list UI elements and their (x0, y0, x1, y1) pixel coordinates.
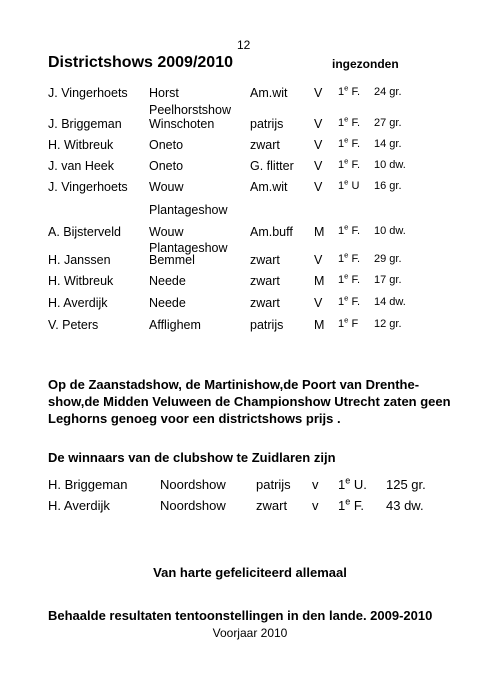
color-variety: Am.buff (250, 225, 293, 239)
predicate (338, 498, 364, 513)
color-variety: Am.wit (250, 86, 288, 100)
exhibitor-name: J. Vingerhoets (48, 180, 128, 194)
sex-marker: V (314, 253, 323, 267)
predicate-suffix: F. (350, 498, 365, 513)
predicate-suffix: F (348, 318, 359, 330)
color-variety: zwart (250, 138, 280, 152)
predicate-number: 1 (338, 117, 345, 129)
show-name: Bemmel (149, 253, 195, 267)
predicate (338, 114, 361, 129)
predicate-number: 1 (338, 477, 346, 492)
exhibitor-name: H. Averdijk (48, 296, 108, 310)
predicate-number: 1 (338, 180, 345, 192)
sex-marker: V (314, 180, 323, 194)
results-heading: Behaalde resultaten tentoonstellingen in den lande. 2009-2010 (48, 608, 433, 623)
table-row (0, 315, 500, 336)
predicate-superscript: e (344, 135, 349, 145)
winner-name: H. Averdijk (48, 498, 110, 513)
score: 24 gr. (374, 86, 402, 98)
sex-marker: M (314, 318, 325, 332)
predicate-number: 1 (338, 296, 345, 308)
predicate-superscript: e (344, 315, 349, 325)
color-variety: Am.wit (250, 180, 288, 194)
score: 17 gr. (374, 274, 402, 286)
sex-marker: V (314, 86, 323, 100)
predicate-suffix: F. (348, 117, 361, 129)
score: 29 gr. (374, 253, 402, 265)
table-row (0, 177, 500, 198)
predicate-number: 1 (338, 138, 345, 150)
color-variety: zwart (250, 274, 280, 288)
sex-marker: M (314, 274, 325, 288)
predicate-superscript: e (344, 222, 349, 232)
show-name: Oneto (149, 138, 184, 152)
predicate-superscript: e (344, 114, 349, 124)
predicate (338, 315, 359, 330)
predicate-suffix: F. (348, 225, 361, 237)
show-name: Neede (149, 296, 186, 310)
predicate-superscript: e (344, 156, 349, 166)
show-name: Noordshow (160, 477, 226, 492)
predicate (338, 177, 360, 192)
predicate-number: 1 (338, 253, 345, 265)
sex-marker: V (314, 138, 323, 152)
color-variety: patrijs (250, 318, 284, 332)
predicate (338, 156, 361, 171)
winners-heading: De winnaars van de clubshow te Zuidlaren zijn (48, 450, 336, 465)
page-subtitle: ingezonden (332, 57, 399, 71)
score: 14 gr. (374, 138, 402, 150)
predicate-suffix: F. (348, 138, 361, 150)
color-variety: zwart (256, 498, 288, 513)
predicate-number: 1 (338, 318, 345, 330)
color-variety: G. flitter (250, 159, 294, 173)
predicate (338, 222, 361, 237)
predicate-suffix: F. (348, 274, 361, 286)
color-variety: zwart (250, 296, 280, 310)
note-paragraph: Op de Zaanstadshow, de Martinishow,de Poort van Drenthe-show,de Midden Veluween de Championshow Utrecht zaten geen Leghorns genoeg voor een districtshows prijs . (48, 377, 451, 426)
predicate-superscript: e (344, 83, 349, 93)
exhibitor-name: J. Vingerhoets (48, 86, 128, 100)
table-row (0, 83, 500, 104)
predicate-suffix: F. (348, 253, 361, 265)
page-title: Districtshows 2009/2010 (48, 54, 233, 71)
table-row (0, 250, 500, 271)
sex-marker: v (312, 498, 319, 513)
show-name: Oneto (149, 159, 184, 173)
show-name: Horst (149, 86, 179, 100)
sex-marker: V (314, 159, 323, 173)
predicate-superscript: e (344, 271, 349, 281)
exhibitor-name: V. Peters (48, 318, 99, 332)
predicate (338, 250, 361, 265)
predicate-suffix: U (348, 180, 360, 192)
score: 10 dw. (374, 225, 406, 237)
predicate (338, 293, 361, 308)
sex-marker: M (314, 225, 325, 239)
predicate (338, 271, 361, 286)
sex-marker: V (314, 296, 323, 310)
show-name: Wouw (149, 180, 184, 194)
score: 12 gr. (374, 318, 402, 330)
congratulations-text: Van harte gefeliciteerd allemaal (153, 565, 347, 580)
exhibitor-name: H. Janssen (48, 253, 111, 267)
season-label: Voorjaar 2010 (212, 626, 288, 640)
predicate-suffix: F. (348, 296, 361, 308)
show-name: Noordshow (160, 498, 226, 513)
color-variety: zwart (250, 253, 280, 267)
score: 10 dw. (374, 159, 406, 171)
show-name: Plantageshow (149, 241, 228, 255)
predicate-suffix: F. (348, 86, 361, 98)
show-name: Winschoten (149, 117, 215, 131)
predicate (338, 135, 361, 150)
predicate (338, 477, 367, 492)
predicate-number: 1 (338, 498, 346, 513)
predicate-number: 1 (338, 274, 345, 286)
table-row (0, 135, 500, 156)
predicate-number: 1 (338, 225, 345, 237)
exhibitor-name: J. van Heek (48, 159, 115, 173)
table-row (0, 477, 500, 497)
show-name: Plantageshow (149, 203, 228, 217)
score: 43 dw. (386, 498, 424, 513)
show-name: Afflighem (149, 318, 201, 332)
exhibitor-name: A. Bijsterveld (48, 225, 121, 239)
show-name: Peelhorstshow (149, 103, 231, 117)
score: 27 gr. (374, 117, 402, 129)
predicate-suffix: F. (348, 159, 361, 171)
table-row (0, 156, 500, 177)
sex-marker: v (312, 477, 319, 492)
score: 125 gr. (386, 477, 426, 492)
predicate-number: 1 (338, 86, 345, 98)
winner-name: H. Briggeman (48, 477, 128, 492)
score: 16 gr. (374, 180, 402, 192)
page-number: 12 (237, 38, 251, 52)
predicate-number: 1 (338, 159, 345, 171)
sex-marker: V (314, 117, 323, 131)
predicate-superscript: e (344, 293, 349, 303)
show-name: Neede (149, 274, 186, 288)
predicate-superscript: e (345, 475, 351, 486)
color-variety: patrijs (250, 117, 284, 131)
table-row (0, 293, 500, 314)
show-name: Wouw (149, 225, 184, 239)
table-row (0, 203, 500, 221)
predicate-suffix: U. (350, 477, 367, 492)
table-row (0, 498, 500, 518)
exhibitor-name: J. Briggeman (48, 117, 122, 131)
color-variety: patrijs (256, 477, 291, 492)
exhibitor-name: H. Witbreuk (48, 274, 114, 288)
score: 14 dw. (374, 296, 406, 308)
predicate-superscript: e (344, 177, 349, 187)
predicate-superscript: e (345, 496, 351, 507)
table-row (0, 271, 500, 292)
table-row (0, 114, 500, 135)
predicate-superscript: e (344, 250, 349, 260)
predicate (338, 83, 361, 98)
exhibitor-name: H. Witbreuk (48, 138, 114, 152)
